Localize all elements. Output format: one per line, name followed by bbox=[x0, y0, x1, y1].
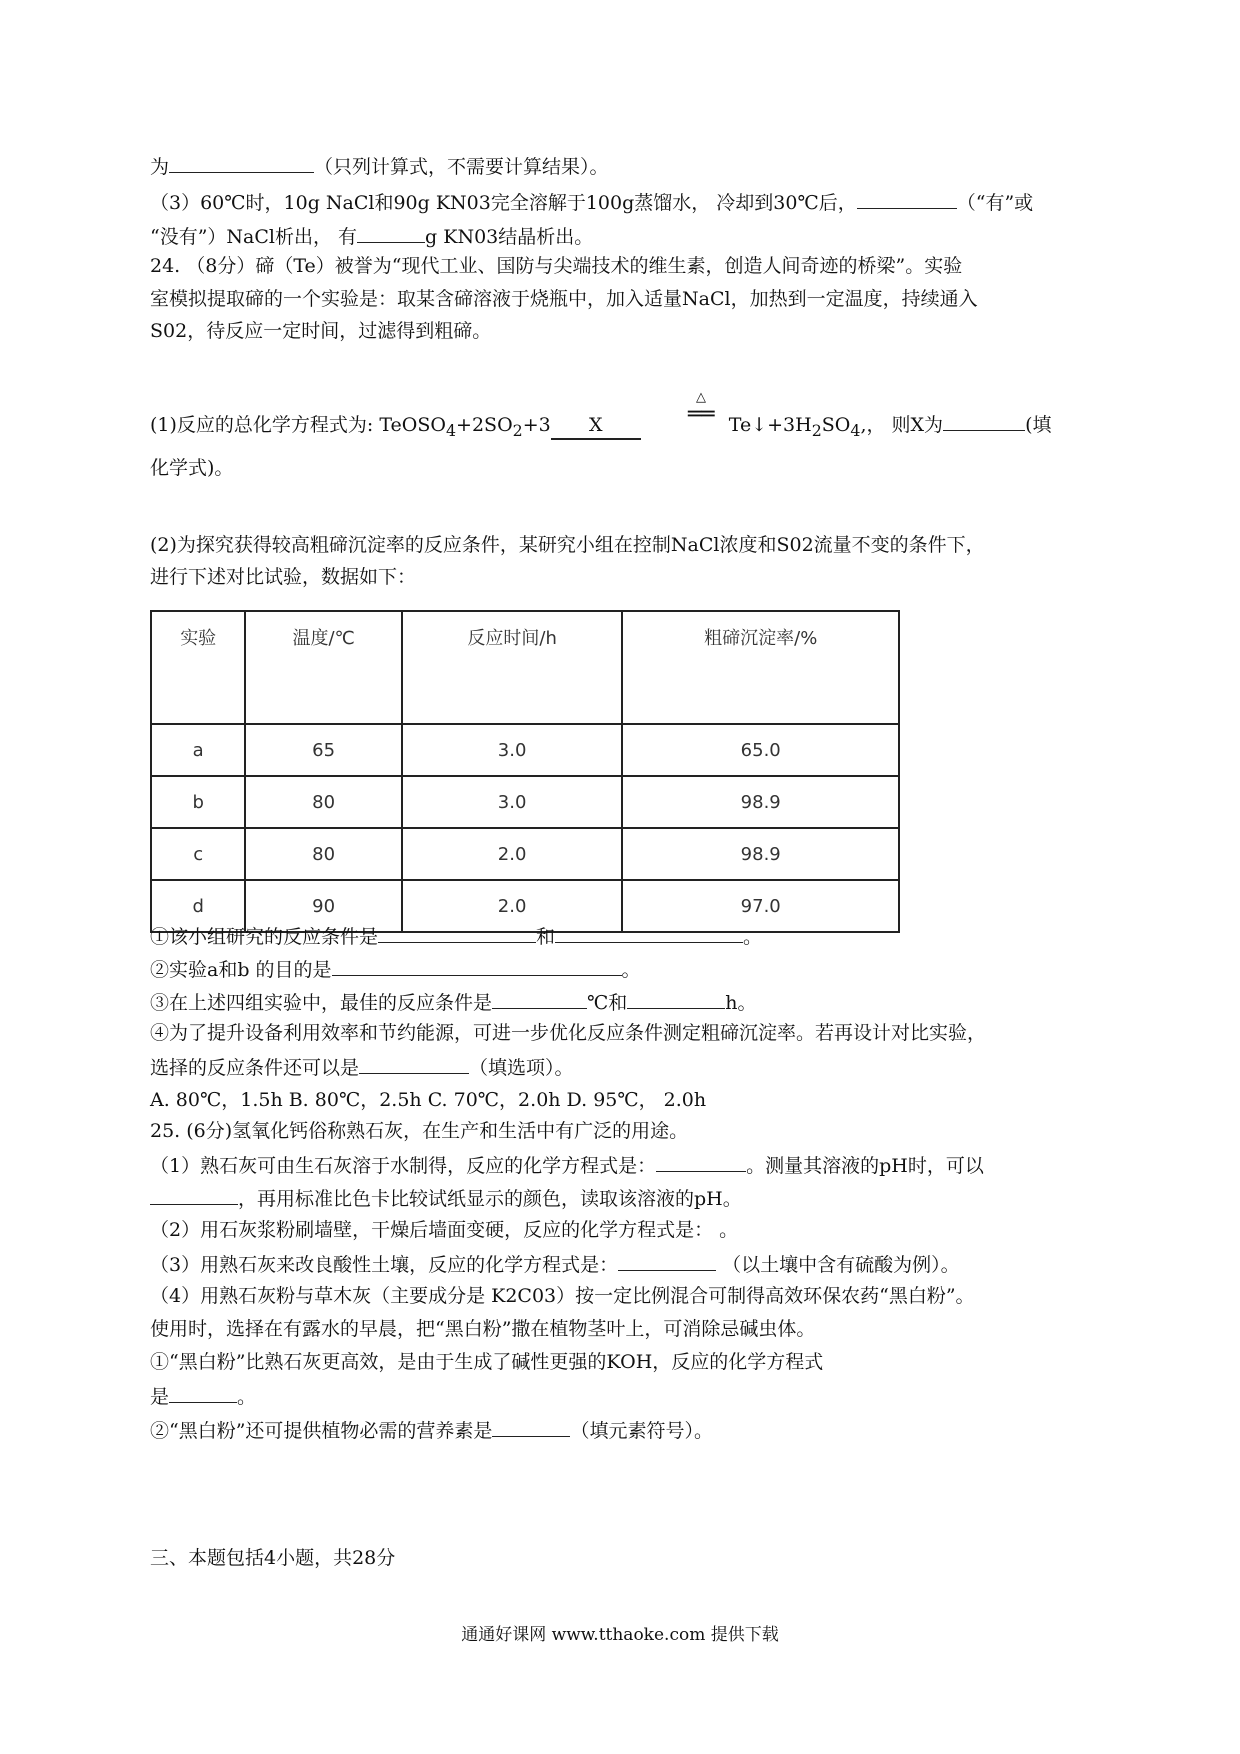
table-row bbox=[151, 828, 899, 880]
answer-blank[interactable] bbox=[492, 988, 587, 1009]
table-cell: 80 bbox=[245, 828, 401, 880]
subscript: 4 bbox=[850, 420, 861, 440]
answer-blank[interactable] bbox=[169, 152, 314, 173]
table-cell: 90 bbox=[245, 880, 401, 932]
section-3-heading: 三、本题包括4小题，共28分 bbox=[150, 1547, 396, 1569]
table-cell: 2.0 bbox=[402, 828, 623, 880]
question-25-part-1-line-2 bbox=[150, 1184, 742, 1212]
question-text: 是 bbox=[150, 1386, 170, 1408]
answer-blank[interactable] bbox=[943, 410, 1025, 431]
question-25-title: 25. (6分)氢氧化钙俗称熟石灰，在生产和生活中有广泛的用途。 bbox=[150, 1120, 689, 1142]
equation-line-2: 化学式)。 bbox=[150, 457, 234, 479]
table-cell: 2.0 bbox=[402, 880, 623, 932]
equation-text: ,， 则X为 bbox=[860, 414, 944, 436]
table-header-row bbox=[151, 611, 899, 724]
table-cell: 3.0 bbox=[402, 724, 623, 776]
answer-options: A. 80℃，1.5h B. 80℃，2.5h C. 70℃，2.0h D. 95℃， 2.0h bbox=[150, 1089, 707, 1111]
sub-question-text: h。 bbox=[725, 992, 757, 1014]
question-text: ，再用标准比色卡比较试纸显示的颜色，读取该溶液的pH。 bbox=[238, 1188, 742, 1210]
table-cell: 98.9 bbox=[622, 776, 899, 828]
question-24-line-1: 24. （8分）碲（Te）被誉为“现代工业、国防与尖端技术的维生素，创造人间奇迹的桥梁”。实验 bbox=[150, 255, 963, 277]
question-25-part-1 bbox=[150, 1151, 984, 1179]
table-header: 反应时间/h bbox=[402, 611, 623, 724]
table-cell: 65 bbox=[245, 724, 401, 776]
answer-blank[interactable] bbox=[169, 1382, 237, 1403]
answer-blank[interactable] bbox=[357, 222, 425, 243]
question-3-line-2 bbox=[150, 222, 593, 250]
subscript: 2 bbox=[512, 420, 523, 440]
question-text: ②“黑白粉”还可提供植物必需的营养素是 bbox=[150, 1420, 493, 1442]
sub-question-4-line-2 bbox=[150, 1053, 574, 1081]
line-prefix: 为 bbox=[150, 156, 170, 178]
question-text: 。测量其溶液的pH时，可以 bbox=[746, 1155, 984, 1177]
table-cell: 98.9 bbox=[622, 828, 899, 880]
question-25-part-2: （2）用石灰浆粉刷墙壁，干燥后墙面变硬，反应的化学方程式是： 。 bbox=[150, 1219, 739, 1241]
table-cell: a bbox=[151, 724, 245, 776]
sub-question-2 bbox=[150, 955, 641, 983]
table-cell: b bbox=[151, 776, 245, 828]
equation-text: (填 bbox=[1025, 414, 1052, 436]
line-suffix: （只列计算式，不需要计算结果）。 bbox=[314, 156, 609, 178]
part-2-line-1: (2)为探究获得较高粗碲沉淀率的反应条件，某研究小组在控制NaCl浓度和S02流量不变的条件下， bbox=[150, 534, 985, 556]
answer-blank[interactable] bbox=[857, 188, 957, 209]
part-2-line-2: 进行下述对比试验，数据如下： bbox=[150, 566, 417, 588]
table-cell: c bbox=[151, 828, 245, 880]
equals-sign: ══ bbox=[688, 402, 715, 427]
table-row bbox=[151, 724, 899, 776]
sub-question-4-line-1: ④为了提升设备利用效率和节约能源，可进一步优化反应条件测定粗碲沉淀率。若再设计对比实验， bbox=[150, 1022, 987, 1044]
sub-question-text: 和 bbox=[536, 926, 556, 948]
equation-text: (1)反应的总化学方程式为: TeOSO bbox=[150, 414, 446, 436]
sub-question-1 bbox=[150, 922, 762, 950]
question-25-part-4-line-1: （4）用熟石灰粉与草木灰（主要成分是 K2C03）按一定比例混合可制得高效环保农药“黑白粉”。 bbox=[150, 1285, 975, 1307]
question-25-part-4-line-2: 使用时，选择在有露水的早晨，把“黑白粉”撒在植物茎叶上，可消除忌碱虫体。 bbox=[150, 1318, 816, 1340]
reaction-equation bbox=[150, 410, 1051, 444]
table-header: 粗碲沉淀率/% bbox=[622, 611, 899, 724]
answer-blank[interactable] bbox=[492, 1416, 570, 1437]
experiment-table bbox=[150, 610, 900, 933]
question-3-text: （“有”或 bbox=[956, 192, 1034, 214]
equation-text: Te↓+3H bbox=[728, 414, 812, 436]
question-25-part-3 bbox=[150, 1250, 960, 1278]
question-3-text: “没有”）NaCl析出， 有 bbox=[150, 226, 358, 248]
subscript: 2 bbox=[811, 420, 822, 440]
sub-question-text: ③在上述四组实验中，最佳的反应条件是 bbox=[150, 992, 493, 1014]
answer-blank[interactable] bbox=[378, 922, 536, 943]
table-row bbox=[151, 776, 899, 828]
table-cell: 65.0 bbox=[622, 724, 899, 776]
question-text: （1）熟石灰可由生石灰溶于水制得，反应的化学方程式是： bbox=[150, 1155, 657, 1177]
table-cell: 3.0 bbox=[402, 776, 623, 828]
table-header: 实验 bbox=[151, 611, 245, 724]
sub-question-text: 选择的反应条件还可以是 bbox=[150, 1057, 360, 1079]
sub-question-text: ②实验a和b 的目的是 bbox=[150, 959, 332, 981]
equation-text: SO bbox=[821, 414, 851, 436]
question-24-line-3: S02，待反应一定时间，过滤得到粗碲。 bbox=[150, 320, 492, 342]
question-24-line-2: 室模拟提取碲的一个实验是：取某含碲溶液于烧瓶中，加入适量NaCl，加热到一定温度，持续通入 bbox=[150, 288, 978, 310]
table-header: 温度/℃ bbox=[245, 611, 401, 724]
answer-blank[interactable] bbox=[656, 1151, 746, 1172]
page-footer: 通通好课网 www.tthaoke.com 提供下载 bbox=[461, 1625, 779, 1645]
question-3-line-1 bbox=[150, 188, 1033, 216]
question-text: 。 bbox=[237, 1386, 257, 1408]
equation-x-blank[interactable]: X bbox=[551, 412, 641, 440]
subscript: 4 bbox=[445, 420, 457, 440]
table-cell: 97.0 bbox=[622, 880, 899, 932]
table-cell: 80 bbox=[245, 776, 401, 828]
sub-question-text: 。 bbox=[743, 926, 763, 948]
question-text: （以土壤中含有硫酸为例）。 bbox=[716, 1254, 960, 1276]
answer-line bbox=[150, 152, 609, 180]
sub-question-text: ℃和 bbox=[587, 992, 628, 1014]
question-3-text: g KN03结晶析出。 bbox=[425, 226, 594, 248]
answer-blank[interactable] bbox=[332, 955, 622, 976]
question-25-sub-1-answer bbox=[150, 1382, 256, 1410]
answer-blank[interactable] bbox=[150, 1184, 238, 1205]
question-25-sub-1: ①“黑白粉”比熟石灰更高效，是由于生成了碱性更强的KOH，反应的化学方程式 bbox=[150, 1351, 824, 1373]
sub-question-text: 。 bbox=[621, 959, 641, 981]
answer-blank[interactable] bbox=[627, 988, 725, 1009]
question-3-text: （3）60℃时，10g NaCl和90g KN03完全溶解于100g蒸馏水， 冷却到30℃后， bbox=[150, 192, 857, 214]
answer-blank[interactable] bbox=[555, 922, 743, 943]
heat-symbol: △ bbox=[696, 390, 706, 405]
table-cell: d bbox=[151, 880, 245, 932]
answer-blank[interactable] bbox=[359, 1053, 469, 1074]
sub-question-text: （填选项）。 bbox=[469, 1057, 574, 1079]
question-text: （3）用熟石灰来改良酸性土壤，反应的化学方程式是： bbox=[150, 1254, 619, 1276]
sub-question-text: ①该小组研究的反应条件是 bbox=[150, 926, 379, 948]
question-text: （填元素符号）。 bbox=[570, 1420, 713, 1442]
answer-blank[interactable] bbox=[618, 1250, 716, 1271]
equation-text: +2SO bbox=[456, 414, 513, 436]
equation-text: +3 bbox=[522, 414, 551, 436]
question-25-sub-2 bbox=[150, 1416, 713, 1444]
sub-question-3 bbox=[150, 988, 757, 1016]
